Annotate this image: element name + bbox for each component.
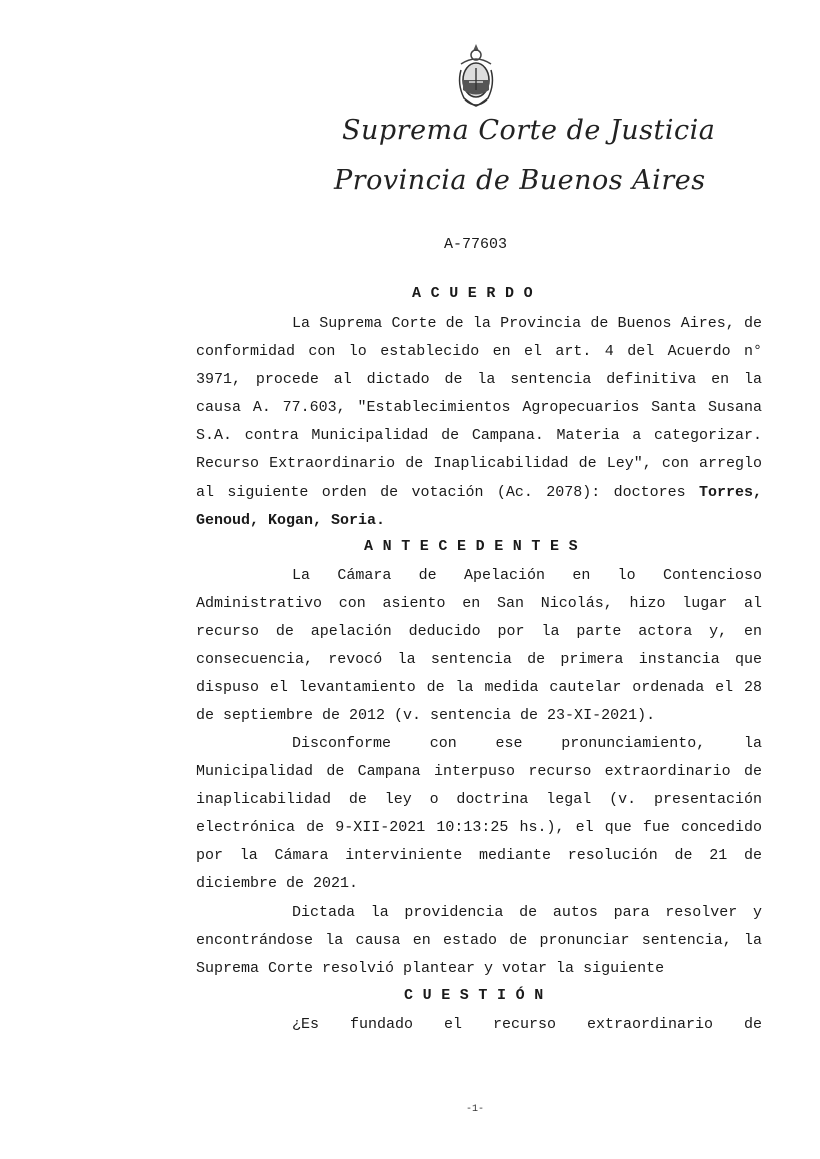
page-number: -1- <box>466 1104 485 1115</box>
heading-acuerdo: ACUERDO <box>412 285 543 302</box>
paragraph-antecedentes-1 <box>196 562 762 731</box>
paragraph-antecedentes-3 <box>196 899 762 983</box>
paragraph-antecedentes-2 <box>196 730 762 899</box>
acuerdo-text: La Suprema Corte de la Provincia de Buenos Aires, de conformidad con lo establecido en el art. 4 del Acuerdo n° 3971, procede al dictado de la sentencia definitiva en la causa A. 77.603, "Establecimientos Agropecuarios Santa Susana S.A. contra Municipalidad de Campana. Materia a categorizar. Recurso Extraordinario de Inaplicabilidad de Ley", con arreglo al siguiente orden de votación (Ac. 2078): doctores <box>196 315 762 501</box>
antecedentes-2-text: Disconforme con ese pronunciamiento, la Municipalidad de Campana interpuso recurso extraordinario de inaplicabilidad de ley o doctrina legal (v. presentación electrónica de 9-XII-2021 10:13:25 hs.), el que fue concedido por la Cámara interviniente mediante resolución de 21 de diciembre de 2021. <box>196 735 762 893</box>
case-id: A-77603 <box>444 236 508 253</box>
antecedentes-3-text: Dictada la providencia de autos para resolver y encontrándose la causa en estado de pronunciar sentencia, la Suprema Corte resolvió plantear y votar la siguiente <box>196 904 762 978</box>
judges-list: Torres, Genoud, Kogan, Soria <box>196 483 762 529</box>
antecedentes-1-text: La Cámara de Apelación en lo Contencioso Administrativo con asiento en San Nicolás, hizo lugar al recurso de apelación deducido por la parte actora y, en consecuencia, revocó la sentencia de primera instancia que dispuso el levantamiento de la medida cautelar ordenada el 28 de septiembre de 2012 (v. sentencia de 23-XI-2021). <box>196 567 762 725</box>
heading-antecedentes: ANTECEDENTES <box>364 538 588 555</box>
court-name-logo: Suprema Corte de Justicia <box>342 115 716 146</box>
heading-cuestion: CUESTIÓN <box>404 987 553 1004</box>
province-name-logo: Provincia de Buenos Aires <box>334 165 706 196</box>
cuestion-text: ¿Es fundado el recurso extraordinario de <box>292 1016 762 1033</box>
coat-of-arms-icon <box>455 42 497 110</box>
paragraph-cuestion <box>196 1011 762 1039</box>
paragraph-acuerdo <box>196 310 762 535</box>
judges-end: . <box>376 511 386 529</box>
